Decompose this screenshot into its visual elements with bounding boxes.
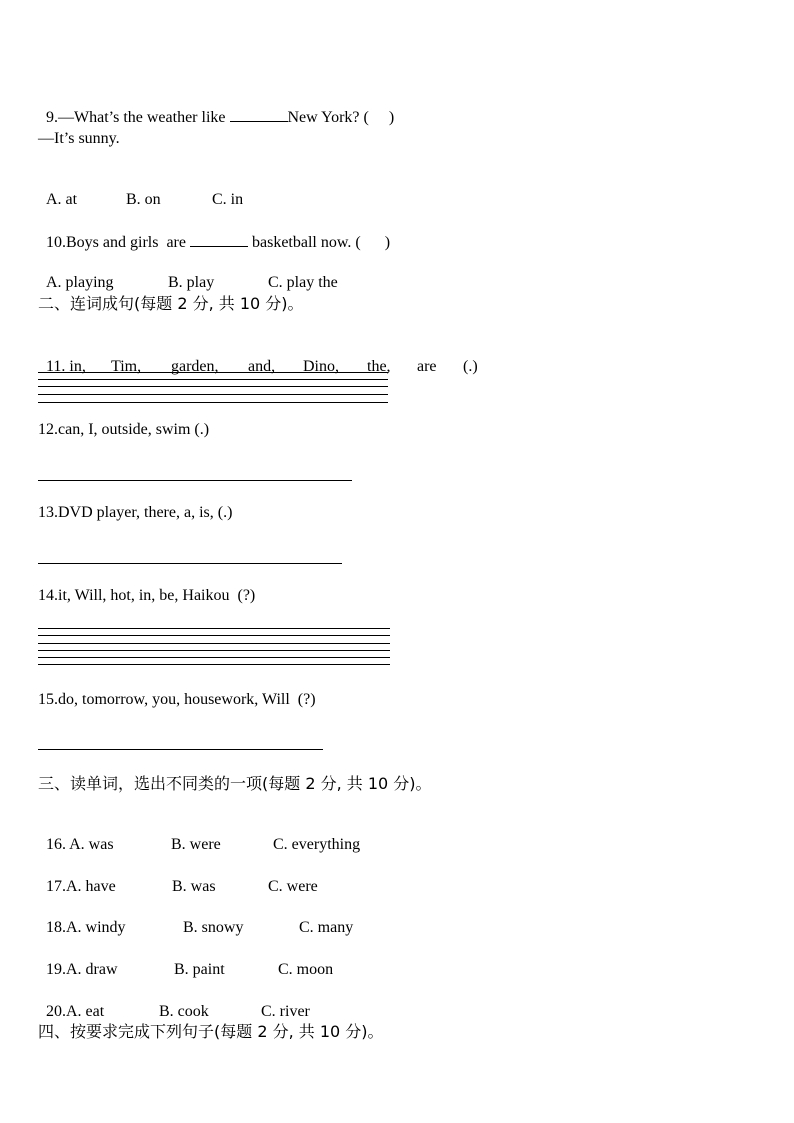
q15-answer-line[interactable] xyxy=(38,749,323,750)
q20-option-a[interactable]: 20.A. eat xyxy=(46,1003,105,1020)
question-15: 15.do, tomorrow, you, housework, Will (?) xyxy=(38,691,316,708)
q10-option-c[interactable]: C. play the xyxy=(268,274,338,291)
q12-answer-line[interactable] xyxy=(38,480,352,481)
question-20 xyxy=(38,982,310,1022)
section-2-title: 二、连词成句(每题 2 分, 共 10 分)。 xyxy=(38,294,304,313)
q10-options xyxy=(38,253,338,293)
q11-word: Dino, xyxy=(303,358,339,375)
section-3-title: 三、读单词，选出不同类的一项(每题 2 分, 共 10 分)。 xyxy=(38,774,432,793)
q11-word: Tim, xyxy=(111,358,142,375)
q11-word: (.) xyxy=(463,358,478,375)
q20-option-b[interactable]: B. cook xyxy=(159,1003,209,1020)
q11-word: and, xyxy=(248,358,276,375)
q16-option-c[interactable]: C. everything xyxy=(273,836,361,853)
question-12: 12.can, I, outside, swim (.) xyxy=(38,421,210,438)
question-10 xyxy=(38,212,390,253)
q11-answer-line[interactable] xyxy=(38,386,388,387)
q10-option-b[interactable]: B. play xyxy=(168,274,215,291)
q13-answer-line[interactable] xyxy=(38,563,342,564)
q10-blank[interactable] xyxy=(190,232,248,247)
q9-prompt-end: New York? ( ) xyxy=(287,109,395,126)
q9-options xyxy=(38,170,243,210)
q11-answer-line[interactable] xyxy=(38,394,388,395)
question-17 xyxy=(38,857,318,897)
q14-answer-line[interactable] xyxy=(38,635,390,636)
question-19 xyxy=(38,940,333,980)
q17-option-c[interactable]: C. were xyxy=(268,878,318,895)
q14-answer-line[interactable] xyxy=(38,643,390,644)
q11-word: the, xyxy=(367,358,391,375)
q18-option-c[interactable]: C. many xyxy=(299,919,354,936)
q9-option-b[interactable]: B. on xyxy=(126,191,161,208)
q14-answer-line[interactable] xyxy=(38,664,390,665)
q14-answer-line[interactable] xyxy=(38,657,390,658)
q9-prompt: 9.—What’s the weather like xyxy=(46,109,230,126)
q20-option-c[interactable]: C. river xyxy=(261,1003,310,1020)
q17-option-a[interactable]: 17.A. have xyxy=(46,878,116,895)
q14-answer-line[interactable] xyxy=(38,650,390,651)
question-9 xyxy=(38,87,394,128)
q19-option-a[interactable]: 19.A. draw xyxy=(46,961,118,978)
q9-blank[interactable] xyxy=(230,107,288,122)
q19-option-b[interactable]: B. paint xyxy=(174,961,225,978)
q18-option-b[interactable]: B. snowy xyxy=(183,919,244,936)
question-18 xyxy=(38,898,353,938)
question-16 xyxy=(38,815,360,855)
q11-answer-line[interactable] xyxy=(38,402,388,403)
q19-option-c[interactable]: C. moon xyxy=(278,961,334,978)
q10-prompt-end: basketball now. ( ) xyxy=(247,234,391,251)
section-4-title: 四、按要求完成下列句子(每题 2 分, 共 10 分)。 xyxy=(38,1022,384,1041)
q10-option-a[interactable]: A. playing xyxy=(46,274,114,291)
question-14: 14.it, Will, hot, in, be, Haikou (?) xyxy=(38,587,256,604)
q16-option-b[interactable]: B. were xyxy=(171,836,221,853)
q14-answer-line[interactable] xyxy=(38,628,390,629)
q11-answer-line[interactable] xyxy=(38,372,388,373)
q11-word: garden, xyxy=(171,358,219,375)
q18-option-a[interactable]: 18.A. windy xyxy=(46,919,126,936)
q16-option-a[interactable]: 16. A. was xyxy=(46,836,114,853)
q11-word: are xyxy=(417,358,437,375)
q9-answer: —It’s sunny. xyxy=(38,130,120,147)
question-11 xyxy=(38,337,478,377)
q9-option-c[interactable]: C. in xyxy=(212,191,244,208)
q11-word: 11. in, xyxy=(46,358,86,375)
q9-option-a[interactable]: A. at xyxy=(46,191,78,208)
q11-answer-line[interactable] xyxy=(38,379,388,380)
q10-prompt: 10.Boys and girls are xyxy=(46,234,190,251)
question-13: 13.DVD player, there, a, is, (.) xyxy=(38,504,233,521)
q17-option-b[interactable]: B. was xyxy=(172,878,216,895)
